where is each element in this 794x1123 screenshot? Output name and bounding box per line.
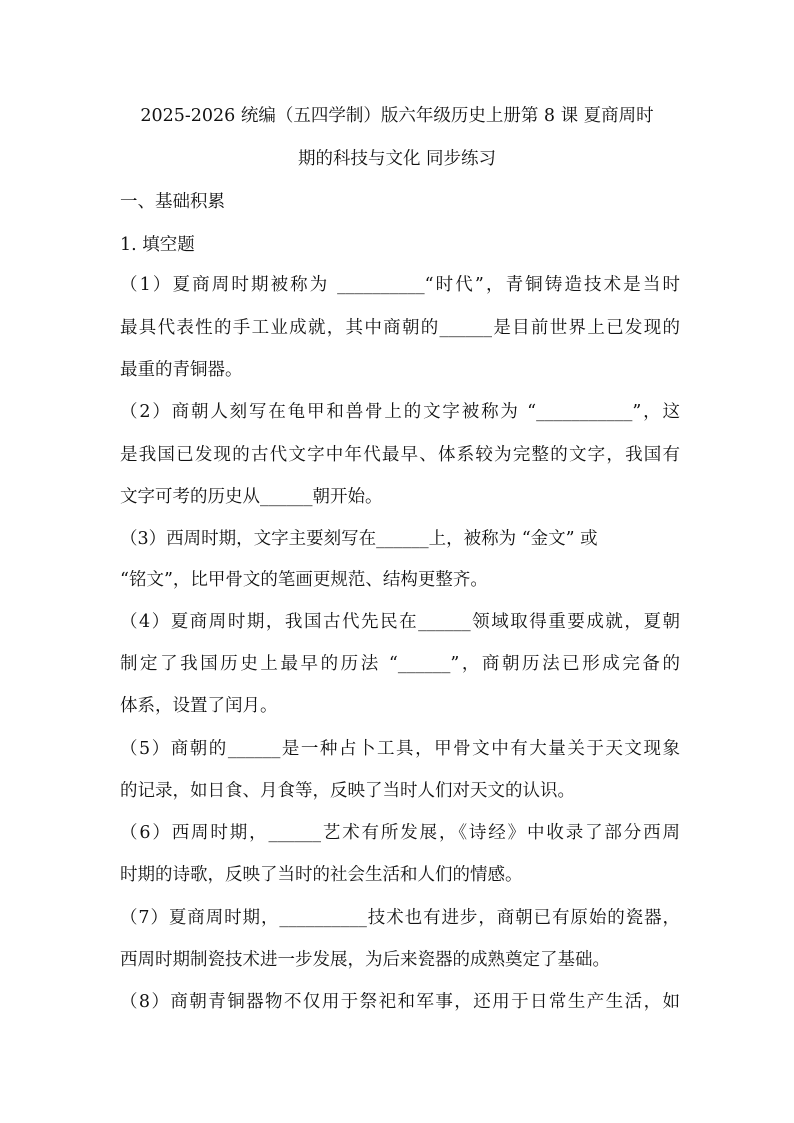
question-line: （5）商朝的______是一种占卜工具，甲骨文中有大量关于天文现象 (120, 739, 680, 759)
question-line: 的记录，如日食、月食等，反映了当时人们对天文的认识。 (120, 781, 575, 801)
question-line: （6）西周时期，______艺术有所发展，《诗经》中收录了部分西周 (120, 823, 680, 843)
question-line: （8）商朝青铜器物不仅用于祭祀和军事，还用于日常生产生活，如 (120, 992, 680, 1012)
question-line: （2）商朝人刻写在龟甲和兽骨上的文字被称为 “___________”，这 (120, 402, 680, 422)
question-line: 最具代表性的手工业成就，其中商朝的______是目前世界上已发现的 (120, 318, 680, 338)
document-title-line-1: 2025-2026 统编（五四学制）版六年级历史上册第 8 课 夏商周时 (140, 106, 654, 126)
question-line: 制定了我国历史上最早的历法 “______”，商朝历法已形成完备的 (120, 654, 680, 674)
question-line: 文字可考的历史从______朝开始。 (120, 487, 383, 507)
question-line: 体系，设置了闰月。 (120, 696, 278, 716)
question-line: 最重的青铜器。 (120, 360, 243, 380)
question-line: 时期的诗歌，反映了当时的社会生活和人们的情感。 (120, 865, 523, 885)
question-heading: 1. 填空题 (120, 235, 195, 255)
question-line: （7）夏商周时期，__________技术也有进步，商朝已有原始的瓷器， (120, 908, 680, 928)
section-heading: 一、基础积累 (120, 192, 225, 212)
question-line: （1）夏商周时期被称为 __________“时代”，青铜铸造技术是当时 (120, 275, 680, 295)
document-title-line-2: 期的科技与文化 同步练习 (297, 149, 497, 169)
question-line: “铭文”，比甲骨文的笔画更规范、结构更整齐。 (120, 570, 488, 590)
question-line: （4）夏商周时期，我国古代先民在______领域取得重要成就，夏朝 (120, 612, 680, 632)
question-line: （3）西周时期，文字主要刻写在______上，被称为 “金文” 或 (120, 529, 598, 549)
question-line: 西周时期制瓷技术进一步发展，为后来瓷器的成熟奠定了基础。 (120, 950, 610, 970)
question-line: 是我国已发现的古代文字中年代最早、体系较为完整的文字，我国有 (120, 445, 680, 465)
